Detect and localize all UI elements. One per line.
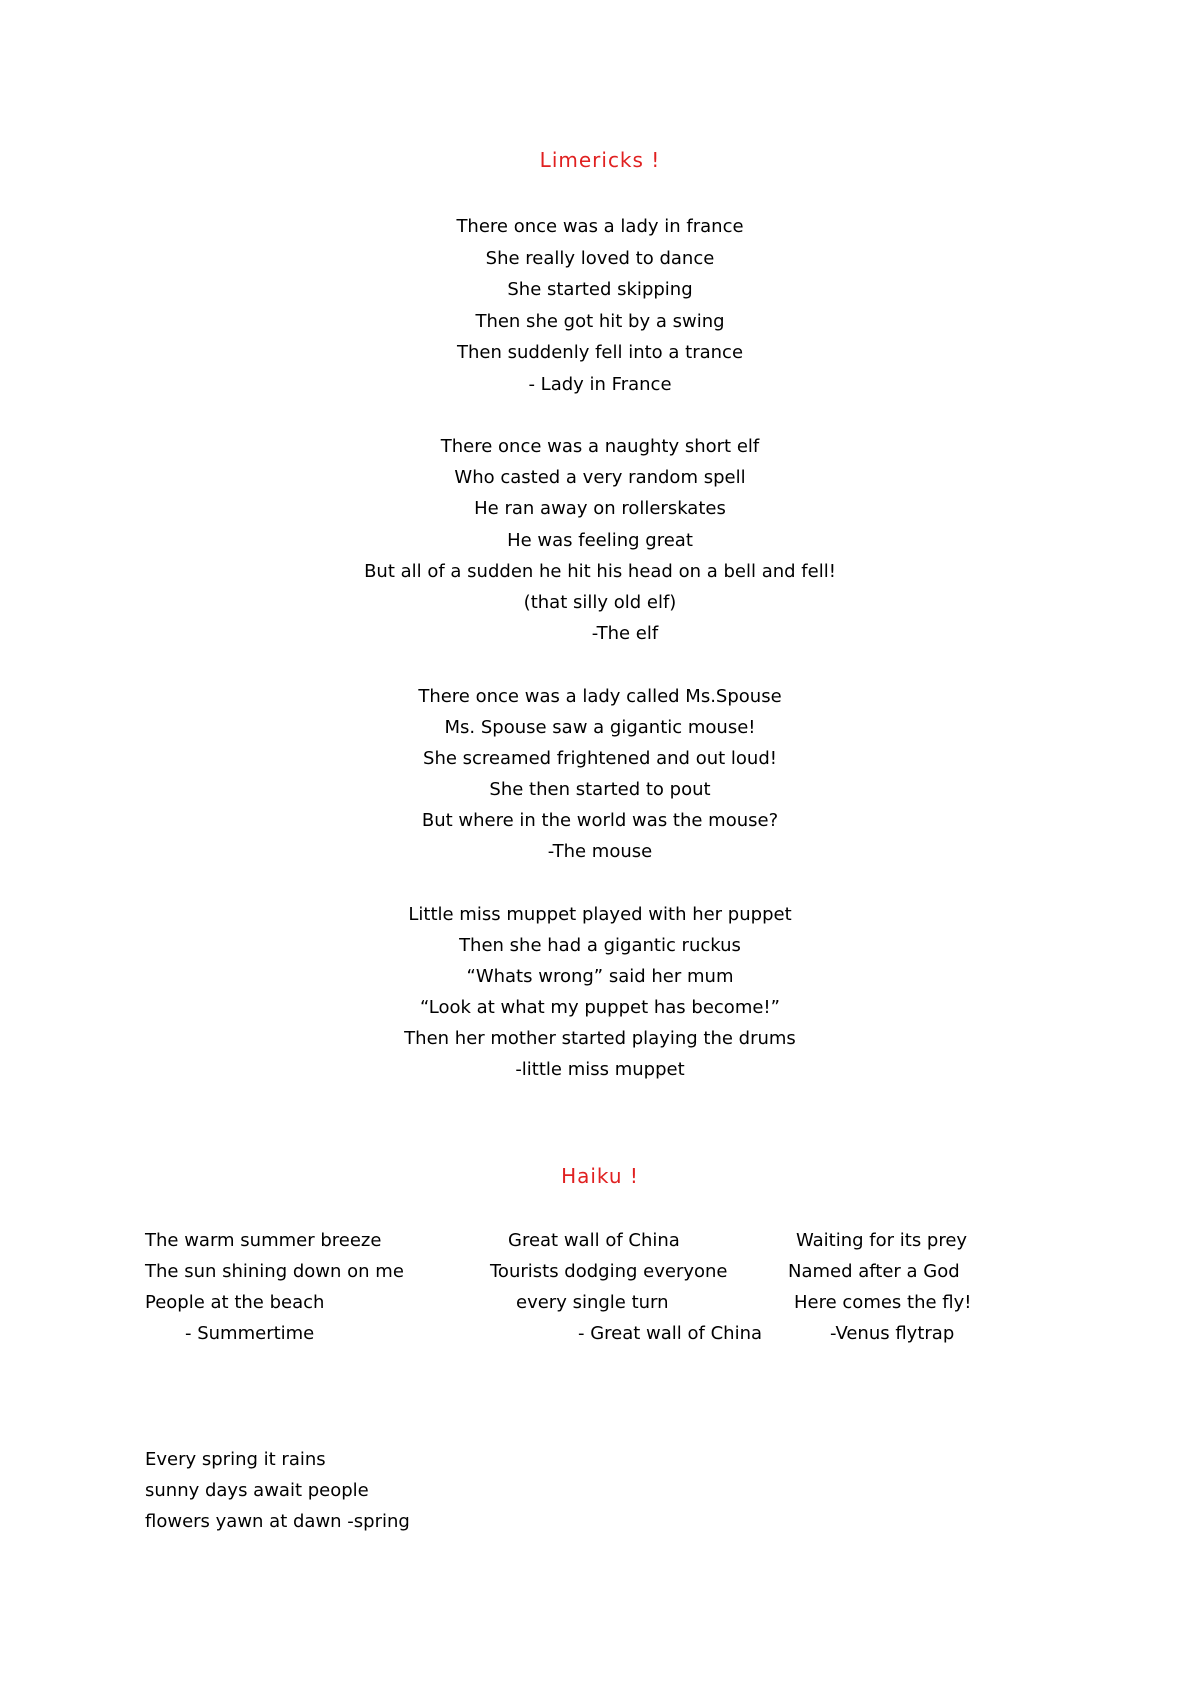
poem-line: But all of a sudden he hit his head on a bell and fell! xyxy=(364,561,836,582)
poem-line: He was feeling great xyxy=(507,530,693,551)
limericks-heading: Limericks ! xyxy=(539,148,661,172)
poem-line: She screamed frightened and out loud! xyxy=(423,748,777,769)
haiku-attribution: -Venus flytrap xyxy=(830,1323,955,1344)
haiku-line: Named after a God xyxy=(788,1261,960,1282)
poem-line: She started skipping xyxy=(507,279,693,300)
poem-attribution: - Lady in France xyxy=(528,374,672,395)
haiku-heading: Haiku ! xyxy=(561,1164,639,1188)
poem-line: “Look at what my puppet has become!” xyxy=(420,997,780,1018)
haiku-line: The warm summer breeze xyxy=(145,1230,382,1251)
poem-attribution: -The mouse xyxy=(547,841,653,862)
poem-line: Then she had a gigantic ruckus xyxy=(459,935,741,956)
haiku-line: Tourists dodging everyone xyxy=(490,1261,728,1282)
poem-attribution: -The elf xyxy=(591,623,659,644)
poem-line: “Whats wrong” said her mum xyxy=(466,966,734,987)
poem-line: Little miss muppet played with her puppet xyxy=(408,904,792,925)
haiku-attribution: - Summertime xyxy=(185,1323,315,1344)
haiku-line: every single turn xyxy=(516,1292,669,1313)
poem-attribution: -little miss muppet xyxy=(515,1059,685,1080)
poem-line: She then started to pout xyxy=(489,779,711,800)
poem-line: Then her mother started playing the drums xyxy=(404,1028,796,1049)
haiku-attribution: - Great wall of China xyxy=(578,1323,763,1344)
haiku-line: Great wall of China xyxy=(508,1230,680,1251)
poem-line: Then suddenly fell into a trance xyxy=(456,342,744,363)
poem-line: There once was a lady in france xyxy=(456,216,744,237)
poem-line: Ms. Spouse saw a gigantic mouse! xyxy=(444,717,756,738)
poem-line: She really loved to dance xyxy=(485,248,715,269)
haiku-line: Here comes the fly! xyxy=(794,1292,972,1313)
haiku-line: flowers yawn at dawn -spring xyxy=(145,1511,410,1532)
poem-line: But where in the world was the mouse? xyxy=(421,810,779,831)
poem-line: (that silly old elf) xyxy=(523,592,677,613)
poem-line: He ran away on rollerskates xyxy=(474,498,726,519)
poem-line: Who casted a very random spell xyxy=(454,467,746,488)
haiku-line: sunny days await people xyxy=(145,1480,369,1501)
poem-line: There once was a naughty short elf xyxy=(440,436,760,457)
haiku-line: Waiting for its prey xyxy=(796,1230,968,1251)
poem-line: Then she got hit by a swing xyxy=(475,311,725,332)
poem-line: There once was a lady called Ms.Spouse xyxy=(418,686,782,707)
haiku-line: The sun shining down on me xyxy=(145,1261,404,1282)
haiku-line: Every spring it rains xyxy=(145,1449,326,1470)
haiku-line: People at the beach xyxy=(145,1292,325,1313)
